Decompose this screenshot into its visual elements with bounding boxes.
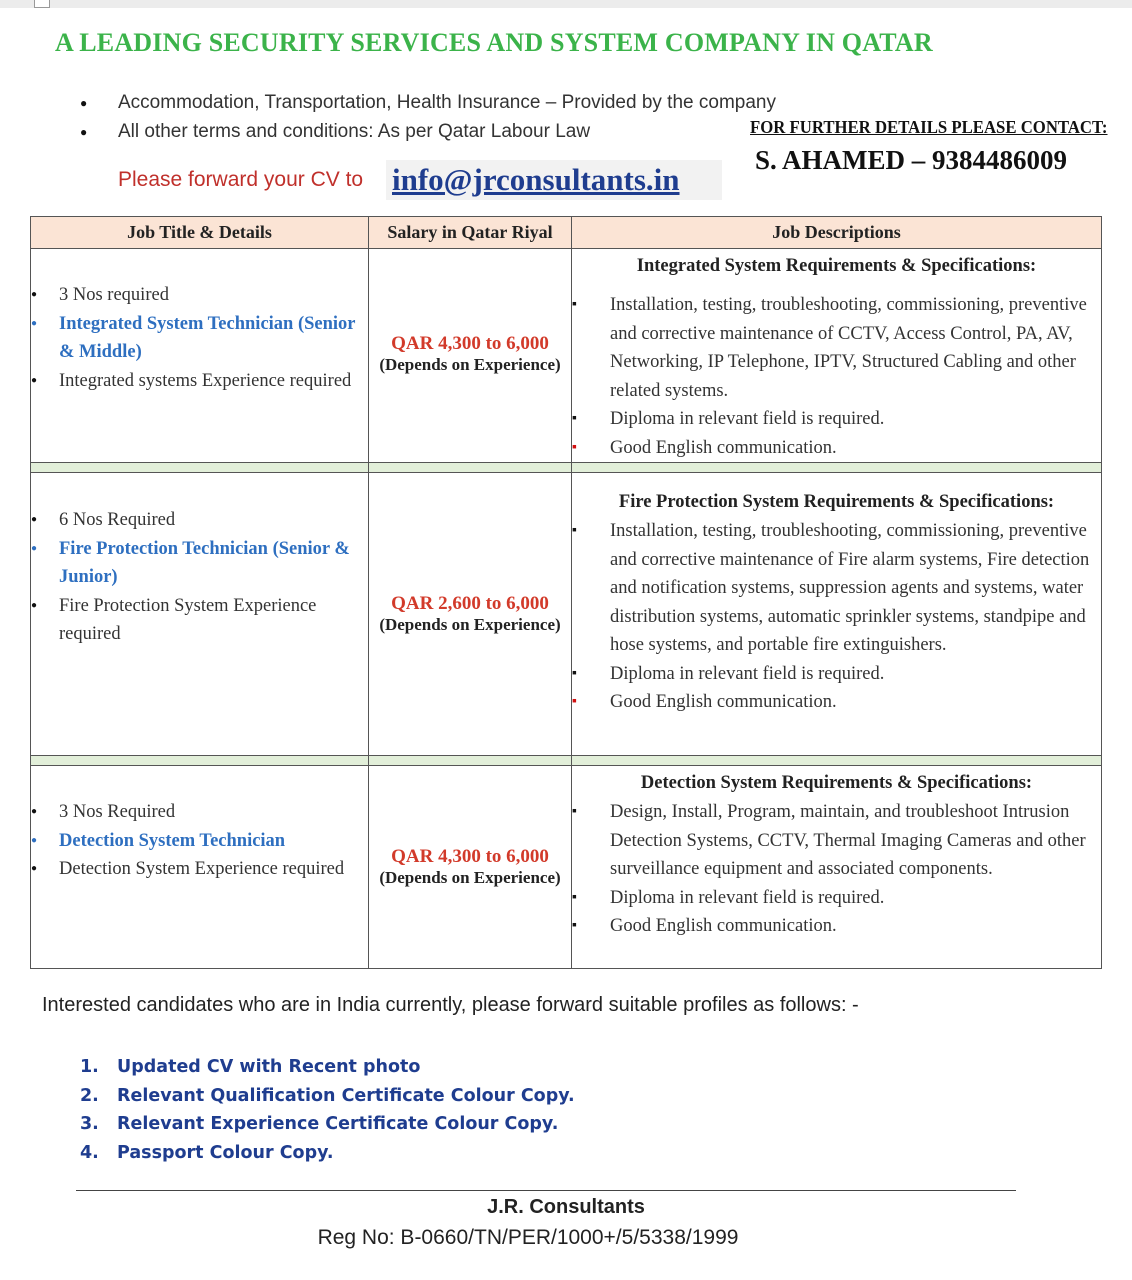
row-separator <box>31 463 1102 473</box>
perk-item: ● Accommodation, Transportation, Health Insurance – Provided by the company <box>80 90 776 119</box>
description-item: ▪ Diploma in relevant field is required. <box>610 405 1093 434</box>
perks-list <box>80 90 776 148</box>
cv-instruction: Please forward your CV to <box>118 168 364 191</box>
page-headline: A LEADING SECURITY SERVICES AND SYSTEM COMPANY IN QATAR <box>55 28 933 57</box>
salary-cell <box>369 249 572 463</box>
header-job-title: Job Title & Details <box>31 217 369 249</box>
description-item: ▪ Design, Install, Program, maintain, and troubleshoot Intrusion Detection Systems, CCTV, Thermal Imaging Cameras and other surveillance equipment and associated components. <box>610 798 1093 884</box>
jobs-table <box>30 216 1102 969</box>
salary-amount: QAR 4,300 to 6,000 <box>391 333 549 354</box>
cv-email-link[interactable]: info@jrconsultants.in <box>392 162 680 197</box>
salary-cell <box>369 473 572 756</box>
checkbox-icon <box>34 0 50 8</box>
salary-cell <box>369 766 572 969</box>
salary-amount: QAR 4,300 to 6,000 <box>391 846 549 867</box>
job-title-cell <box>31 473 369 756</box>
description-cell <box>572 249 1102 463</box>
job-title: ● Integrated System Technician (Senior & Middle) <box>31 310 368 367</box>
registration-number: Reg No: B-0660/TN/PER/1000+/5/5338/1999 <box>317 1226 739 1249</box>
firm-name: J.R. Consultants <box>487 1196 645 1218</box>
description-cell <box>572 473 1102 756</box>
table-row <box>31 766 1102 969</box>
header-job-descriptions: Job Descriptions <box>572 217 1102 249</box>
description-cell <box>572 766 1102 969</box>
description-heading: Fire Protection System Requirements & Specifications: <box>618 492 1055 512</box>
cv-email-box <box>386 160 722 200</box>
salary-amount: QAR 2,600 to 6,000 <box>391 593 549 614</box>
salary-note: (Depends on Experience) <box>379 868 561 887</box>
job-title-cell <box>31 249 369 463</box>
document-item: 3. Relevant Experience Certificate Colour Copy. <box>80 1114 559 1134</box>
job-count: ● 6 Nos Required <box>31 506 368 535</box>
description-item: ▪ Good English communication. <box>610 434 1093 463</box>
description-item: ▪ Good English communication. <box>610 912 1093 941</box>
description-item: ▪ Good English communication. <box>610 688 1093 717</box>
job-experience: ● Fire Protection System Experience required <box>31 592 368 649</box>
job-title: ● Fire Protection Technician (Senior & Junior) <box>31 535 368 592</box>
job-count: ● 3 Nos required <box>31 281 368 310</box>
job-count: ● 3 Nos Required <box>31 798 368 827</box>
row-separator <box>31 756 1102 766</box>
job-title: ● Detection System Technician <box>31 827 368 856</box>
documents-list <box>80 1054 575 1168</box>
description-heading: Detection System Requirements & Specifications: <box>640 773 1033 793</box>
description-item: ▪ Diploma in relevant field is required. <box>610 884 1093 913</box>
description-item: ▪ Installation, testing, troubleshooting, commissioning, preventive and corrective maintenance of Fire alarm systems, Fire detection and notification systems, suppression agents and systems, water distribution systems, automatic sprinkler systems, standpipe and hose systems, and portable fire extinguishers. <box>610 517 1093 660</box>
salary-note: (Depends on Experience) <box>379 355 561 374</box>
header-salary: Salary in Qatar Riyal <box>369 217 572 249</box>
table-row <box>31 249 1102 463</box>
contact-label: FOR FURTHER DETAILS PLEASE CONTACT: <box>750 117 1108 137</box>
table-row <box>31 473 1102 756</box>
perk-item: ● All other terms and conditions: As per Qatar Labour Law <box>80 119 776 148</box>
document-item: 2. Relevant Qualification Certificate Colour Copy. <box>80 1085 575 1106</box>
salary-note: (Depends on Experience) <box>379 615 561 634</box>
document-item: 4. Passport Colour Copy. <box>80 1142 334 1163</box>
job-experience: ● Detection System Experience required <box>31 855 368 884</box>
contact-name: S. AHAMED – 9384486009 <box>755 145 1068 175</box>
job-title-cell <box>31 766 369 969</box>
description-heading: Integrated System Requirements & Specifications: <box>636 256 1037 276</box>
description-item: ▪ Diploma in relevant field is required. <box>610 660 1093 689</box>
table-header-row <box>31 217 1102 249</box>
document-item: 1. Updated CV with Recent photo <box>80 1057 421 1077</box>
interested-note: Interested candidates who are in India currently, please forward suitable profiles as follows: - <box>42 994 859 1016</box>
job-experience: ● Integrated systems Experience required <box>31 367 368 396</box>
footer-divider <box>76 1190 1016 1191</box>
top-bar <box>0 0 1132 8</box>
description-item: ▪ Installation, testing, troubleshooting, commissioning, preventive and corrective maintenance of CCTV, Access Control, PA, AV, Networking, IP Telephone, IPTV, Structured Cabling and other related systems. <box>610 291 1093 405</box>
